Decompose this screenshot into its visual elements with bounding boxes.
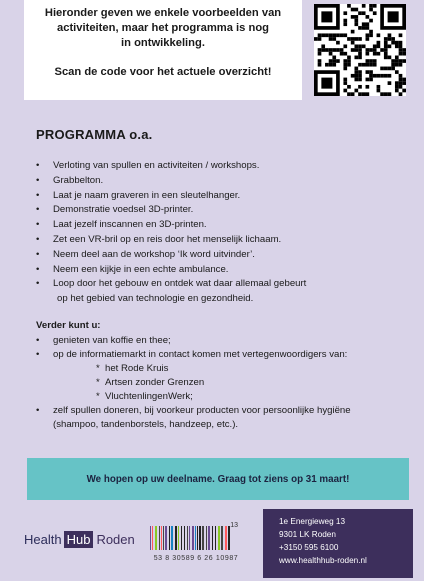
list-item-continuation: op het gebied van technologie en gezondheid. [57,293,254,305]
barcode-digits: 53 8 30589 6 26 10987 [153,555,239,562]
list-item: • op de informatiemarkt in contact komen met vertegenwoordigers van: [36,348,406,362]
intro-line-1: Hieronder geven we enkele voorbeelden van [44,7,282,19]
banner-text: We hopen op uw deelname. Graag tot ziens op 31 maart! [86,473,350,485]
intro-spacer [24,51,302,65]
intro-line-3: in ontwikkeling. [121,37,205,49]
verder-list [36,334,406,432]
intro-line-4: Scan de code voor het actuele overzicht! [54,66,272,78]
list-item: • Laat je naam graveren in een sleutelhanger. [36,189,406,204]
verder-title: Verder kunt u: [36,320,101,331]
list-item: • Loop door het gebouw en ontdek wat daar allemaal gebeurt [36,277,406,292]
logo-roden: Roden [96,531,135,547]
programma-list [36,159,406,307]
list-item: • Neem een kijkje in een echte ambulance. [36,263,406,278]
programma-title: PROGRAMMA o.a. [36,127,153,142]
list-item: • Grabbelton. [36,174,406,189]
list-item: • Demonstratie voedsel 3D-printer. [36,203,406,218]
contact-city: 9301 LK Roden [279,530,336,539]
list-item: • Zet een VR-bril op en reis door het menselijk lichaam. [36,233,406,248]
sub-list-item: * VluchtenlingenWerk; [36,390,406,404]
healthhub-logo [24,530,135,548]
contact-phone[interactable]: +3150 595 6100 [279,543,339,552]
qr-code[interactable] [314,4,406,96]
list-item: • Laat jezelf inscannen en 3D-printen. [36,218,406,233]
barcode-top-number: 13 [230,522,238,529]
list-item: • genieten van koffie en thee; [36,334,406,348]
contact-street: 1e Energieweg 13 [279,517,346,526]
logo-health: Health [24,531,62,547]
qr-code-graphic [314,4,406,96]
closing-banner [27,458,409,500]
list-item: • Verloting van spullen en activiteiten / workshops. [36,159,406,174]
contact-website[interactable]: www.healthhub-roden.nl [279,556,367,565]
logo-hub: Hub [64,531,94,548]
intro-line-2: activiteiten, maar het programma is nog [57,22,269,34]
barcode [148,524,244,560]
list-item-continuation: (shampoo, tandenborstels, handzeep, etc.). [53,419,239,430]
contact-box [263,509,413,578]
barcode-bars [148,526,232,552]
list-item: • zelf spullen doneren, bij voorkeur producten voor persoonlijke hygiëne [36,404,406,418]
sub-list-item: * Artsen zonder Grenzen [36,376,406,390]
sub-list-item: * het Rode Kruis [36,362,406,376]
intro-box [24,0,302,100]
list-item: • Neem deel aan de workshop ‘Ik word uitvinder’. [36,248,406,263]
